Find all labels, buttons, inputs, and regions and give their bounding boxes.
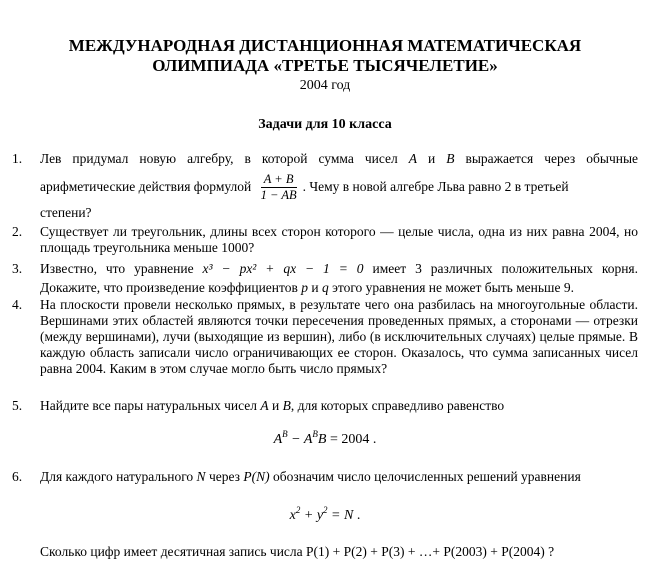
problem-6-number: 6. (12, 469, 23, 484)
year: 2004 год (299, 78, 351, 93)
problem-1-fraction: $\frac{A + B}{1 - AB}$ (260, 172, 297, 203)
problem-3-line-1: Известно, что уравнение x³ − px² + qx − 1 = 0 имеет 3 различных положительных корня. (40, 261, 639, 276)
problem-5-number: 5. (12, 398, 23, 413)
title-line-1: МЕЖДУНАРОДНАЯ ДИСТАНЦИОННАЯ МАТЕМАТИЧЕСКАЯ (68, 36, 582, 55)
problem-3-line-2: Докажите, что произведение коэффициентов p и q этого уравнения не может быть меньше 9. (40, 280, 574, 295)
problem-6-line-3: Сколько цифр имеет десятичная запись числа P(1) + P(2) + P(3) + …+ P(2003) + P(2004) ? (40, 544, 555, 559)
problem-1-number: 1. (12, 151, 23, 166)
problem-5-line-1: Найдите все пары натуральных чисел A и B, для которых справедливо равенство (40, 398, 505, 413)
problem-6-formula: $x^2 + y^2 = N$ . (289, 505, 361, 523)
problem-1-line-2: арифметические действия формулой $\frac{A + B}{1 - AB}$ . Чему в новой алгебре Льва равно 2 в третьей (40, 172, 569, 203)
problem-1-line-1: Лев придумал новую алгебру, в которой сумма чисел A и B выражается через обычные (40, 151, 639, 166)
problem-4-text: На плоскости провели несколько прямых, в результате чего она разбилась на многоугольные области. Вершинами этих областей являются точки пересечения проведенных прямых, а сторонами — отрезки (между вершинами), лучи (выходящие из вершин), либо (в исключительных случаях) целые прямые. В каждую область записали число ограничивающих ее сторон. Оказалось, что сумма записанных чисел равна 2004. Каким в этом случае могло быть число прямых? (40, 297, 638, 376)
problem-3-equation: x³ − px² + qx − 1 = 0 (202, 261, 364, 276)
problem-2-number: 2. (12, 224, 23, 239)
problem-3-number: 3. (12, 261, 23, 276)
title-line-2: ОЛИМПИАДА «ТРЕТЬЕ ТЫСЯЧЕЛЕТИЕ» (152, 56, 498, 75)
problem-2-text: Существует ли треугольник, длины всех сторон которого — целые числа, одна из них равна 2004, но площадь треугольника меньше 1000? (40, 224, 638, 255)
problem-1-line-3: степени? (40, 205, 92, 220)
problem-6-line-1: Для каждого натурального N через P(N) обозначим число целочисленных решений уравнения (40, 469, 581, 484)
problem-4-number: 4. (12, 297, 23, 312)
problem-5-formula: $A^B - A^BB = 2004$ . (273, 429, 377, 447)
subtitle: Задачи для 10 класса (258, 117, 392, 132)
